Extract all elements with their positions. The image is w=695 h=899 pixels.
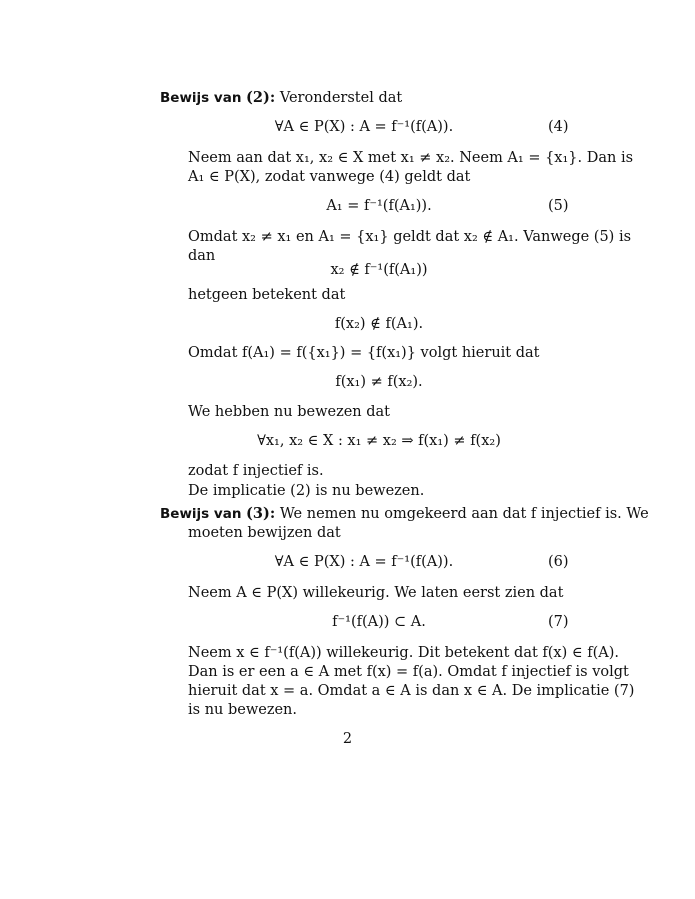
equation-5-number: (5) — [548, 198, 569, 214]
proof2-heading-line — [160, 88, 402, 108]
proof2-intro: Veronderstel dat — [279, 90, 403, 106]
equation-7-number: (7) — [548, 614, 569, 630]
proof3-paragraph-2-line-3: hieruit dat x = a. Omdat a ∈ A is dan x ∈ A. De implicatie (7) — [188, 683, 635, 699]
equation-6: ∀A ∈ P(X) : A = f⁻¹(f(A)). — [274, 554, 454, 570]
equation-4-number: (4) — [548, 119, 569, 135]
proof2-paragraph-5: We hebben nu bewezen dat — [188, 404, 390, 420]
page-number: 2 — [342, 731, 353, 747]
proof2-heading: Bewijs van — [160, 90, 242, 106]
proof2-paragraph-4: Omdat f(A₁) = f({x₁}) = {f(x₁)} volgt hieruit dat — [188, 345, 540, 361]
proof2-paragraph-1-line-2: A₁ ∈ P(X), zodat vanwege (4) geldt dat — [188, 169, 471, 185]
equation-6-number: (6) — [548, 554, 569, 570]
proof2-paragraph-2-line-1: Omdat x₂ ≠ x₁ en A₁ = {x₁} geldt dat x₂ ∉ A₁. Vanwege (5) is — [188, 229, 632, 245]
proof3-heading-line — [160, 504, 649, 524]
proof3-heading-ref: (3): — [246, 505, 276, 522]
proof3-intro-line-1: We nemen nu omgekeerd aan dat f injectief is. We — [279, 506, 649, 522]
equation-fx1-neq-fx2: f(x₁) ≠ f(x₂). — [335, 374, 423, 390]
proof2-heading-ref: (2): — [246, 89, 276, 106]
proof3-paragraph-1: Neem A ∈ P(X) willekeurig. We laten eerst zien dat — [188, 585, 564, 601]
proof3-intro-line-2: moeten bewijzen dat — [188, 525, 341, 541]
proof3-paragraph-2-line-4: is nu bewezen. — [188, 702, 297, 718]
proof2-paragraph-1-line-1: Neem aan dat x₁, x₂ ∈ X met x₁ ≠ x₂. Neem A₁ = {x₁}. Dan is — [188, 150, 634, 166]
equation-4: ∀A ∈ P(X) : A = f⁻¹(f(A)). — [274, 119, 454, 135]
proof2-paragraph-6: zodat f injectief is. — [188, 463, 324, 479]
proof2-paragraph-2-line-2: dan — [188, 248, 216, 264]
proof2-paragraph-7: De implicatie (2) is nu bewezen. — [188, 483, 425, 499]
proof3-paragraph-2-line-2: Dan is er een a ∈ A met f(x) = f(a). Omdat f injectief is volgt — [188, 664, 629, 680]
proof3-heading: Bewijs van — [160, 506, 242, 522]
equation-fx2-not-in-fA1: f(x₂) ∉ f(A₁). — [334, 316, 424, 332]
equation-injectivity: ∀x₁, x₂ ∈ X : x₁ ≠ x₂ ⇒ f(x₁) ≠ f(x₂) — [257, 433, 501, 449]
equation-5: A₁ = f⁻¹(f(A₁)). — [326, 198, 432, 214]
equation-x2-not-in-preimage: x₂ ∉ f⁻¹(f(A₁)) — [330, 262, 428, 278]
equation-7: f⁻¹(f(A)) ⊂ A. — [332, 614, 426, 630]
proof3-paragraph-2-line-1: Neem x ∈ f⁻¹(f(A)) willekeurig. Dit betekent dat f(x) ∈ f(A). — [188, 645, 619, 661]
proof2-paragraph-3: hetgeen betekent dat — [188, 287, 346, 303]
